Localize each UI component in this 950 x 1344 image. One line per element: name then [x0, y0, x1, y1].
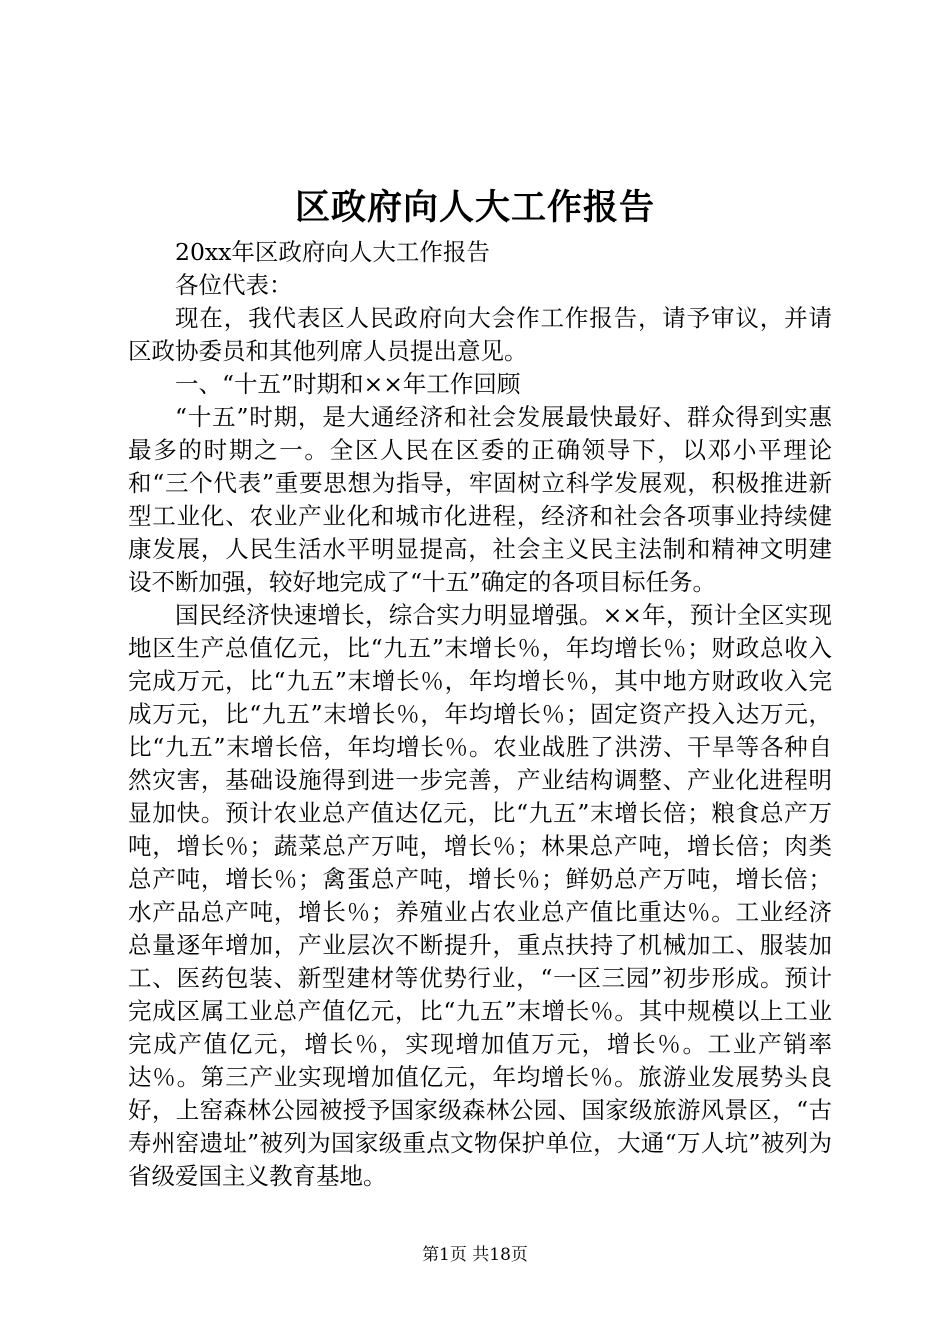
document-title: 区政府向人大工作报告	[294, 187, 655, 228]
body-paragraph: “十五”时期，是大通经济和社会发展最快最好、群众得到实惠最多的时期之一。全区人民在区委的正确领导下，以邓小平理论和“三个代表”重要思想为指导，牢固树立科学发展观，积极推进新型工业化、农业产业化和城市化进程，经济和社会各项事业持续健康发展，人民生活水平明显提高，社会主义民主法制和精神文明建设不断加强，较好地完成了“十五”确定的各项目标任务。	[128, 403, 832, 596]
intro-paragraph: 现在，我代表区人民政府向大会作工作报告，请予审议，并请区政协委员和其他列席人员提出意见。	[128, 304, 832, 365]
body-paragraph: 国民经济快速增长，综合实力明显增强。××年，预计全区实现地区生产总值亿元，比“九五”末增长％，年均增长％；财政总收入完成万元，比“九五”末增长％，年均增长％，其中地方财政收入完成万元，比“九五”末增长％，年均增长％；固定资产投入达万元，比“九五”末增长倍，年均增长％。农业战胜了洪涝、干旱等各种自然灾害，基础设施得到进一步完善，产业结构调整、产业化进程明显加快。预计农业总产值达亿元，比“九五”末增长倍；粮食总产万吨，增长％；蔬菜总产万吨，增长％；林果总产吨，增长倍；肉类总产吨，增长％；禽蛋总产吨，增长％；鲜奶总产万吨，增长倍；水产品总产吨，增长％；养殖业占农业总产值比重达％。工业经济总量逐年增加，产业层次不断提升，重点扶持了机械加工、服装加工、医药包装、新型建材等优势行业，“一区三园”初步形成。预计完成区属工业总产值亿元，比“九五”末增长％。其中规模以上工业完成产值亿元，增长％，实现增加值万元，增长％。工业产销率达％。第三产业实现增加值亿元，年均增长％。旅游业发展势头良好，上窑森林公园被授予国家级森林公园、国家级旅游风景区，“古寿州窑遗址”被列为国家级重点文物保护单位，大通“万人坑”被列为省级爱国主义教育基地。	[128, 601, 832, 1190]
page-number-footer: 第1页 共18页	[422, 1245, 528, 1265]
salutation: 各位代表：	[175, 271, 293, 299]
section-heading: 一、“十五”时期和××年工作回顾	[175, 370, 521, 398]
report-subtitle: 20xx年区政府向人大工作报告	[175, 238, 490, 266]
document-body	[128, 236, 832, 1193]
